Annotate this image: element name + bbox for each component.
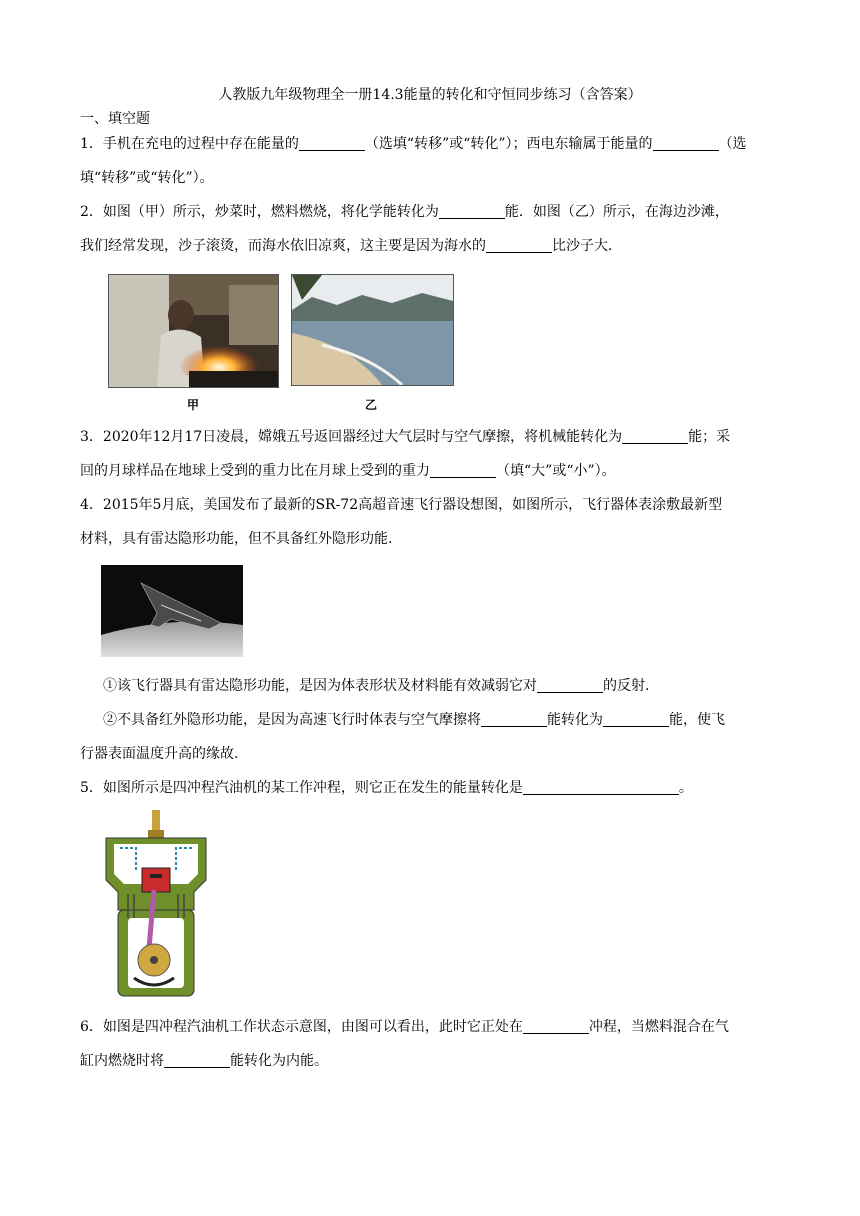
question-1 <box>80 127 780 195</box>
aircraft-photo <box>101 565 243 657</box>
answer-blank <box>299 134 365 151</box>
question-6 <box>80 1010 780 1078</box>
question-5: 5．如图所示是四冲程汽油机的某工作冲程，则它正在发生的能量转化是 。 <box>80 780 693 796</box>
caption-yi: 乙 <box>364 398 377 412</box>
question-3 <box>80 420 780 488</box>
beach-photo <box>291 274 454 386</box>
q1-line-1: 1．手机在充电的过程中存在能量的 （选填“转移”或“转化”）；西电东输属于能量的 （选 <box>80 136 747 152</box>
q2-line-2: 我们经常发现，沙子滚烫，而海水依旧凉爽，这主要是因为海水的 比沙子大． <box>80 238 622 254</box>
engine-diagram <box>104 810 208 1000</box>
section-heading: 一、填空题 <box>80 111 150 127</box>
answer-blank <box>537 676 603 693</box>
answer-blank <box>622 427 688 444</box>
document-title: 人教版九年级物理全一册14.3能量的转化和守恒同步练习（含答案） <box>218 87 642 103</box>
answer-blank <box>164 1051 230 1068</box>
q6-line-1: 6．如图是四冲程汽油机工作状态示意图，由图可以看出，此时它正处在 冲程，当燃料混合在气 <box>80 1019 729 1035</box>
caption-jia: 甲 <box>186 398 199 412</box>
cooking-photo <box>108 274 279 388</box>
answer-blank <box>523 778 679 795</box>
q3-line-2: 回的月球样品在地球上受到的重力比在月球上受到的重力 （填“大”或“小”）。 <box>80 463 616 479</box>
answer-blank <box>481 710 547 727</box>
question-4 <box>80 488 780 556</box>
q4-line-1: 4．2015年5月底，美国发布了最新的SR-72高超音速飞行器设想图，如图所示，飞行器体表涂敷最新型 <box>80 497 723 513</box>
answer-blank <box>653 134 719 151</box>
answer-blank <box>430 461 496 478</box>
question-2 <box>80 195 780 263</box>
question-4-part-1: ①该飞行器具有雷达隐形功能，是因为体表形状及材料能有效减弱它对 的反射. <box>103 678 650 694</box>
question-4-part-2: ②不具备红外隐形功能，是因为高速飞行时体表与空气摩擦将 能转化为 能，使飞 <box>103 712 725 728</box>
answer-blank <box>439 202 505 219</box>
q1-line-2: 填“转移”或“转化”）。 <box>80 170 214 186</box>
q3-line-1: 3．2020年12月17日凌晨，嫦娥五号返回器经过大气层时与空气摩擦，将机械能转化为 能；采 <box>80 429 731 445</box>
q2-line-1: 2．如图（甲）所示，炒菜时，燃料燃烧，将化学能转化为 能．如图（乙）所示，在海边沙滩， <box>80 204 729 220</box>
answer-blank <box>603 710 669 727</box>
answer-blank <box>523 1017 589 1034</box>
q4-line-2: 材料，具有雷达隐形功能，但不具备红外隐形功能. <box>80 531 393 547</box>
answer-blank <box>486 236 552 253</box>
question-4-part-2-cont: 行器表面温度升高的缘故. <box>80 746 239 762</box>
q6-line-2: 缸内燃烧时将 能转化为内能。 <box>80 1053 328 1069</box>
